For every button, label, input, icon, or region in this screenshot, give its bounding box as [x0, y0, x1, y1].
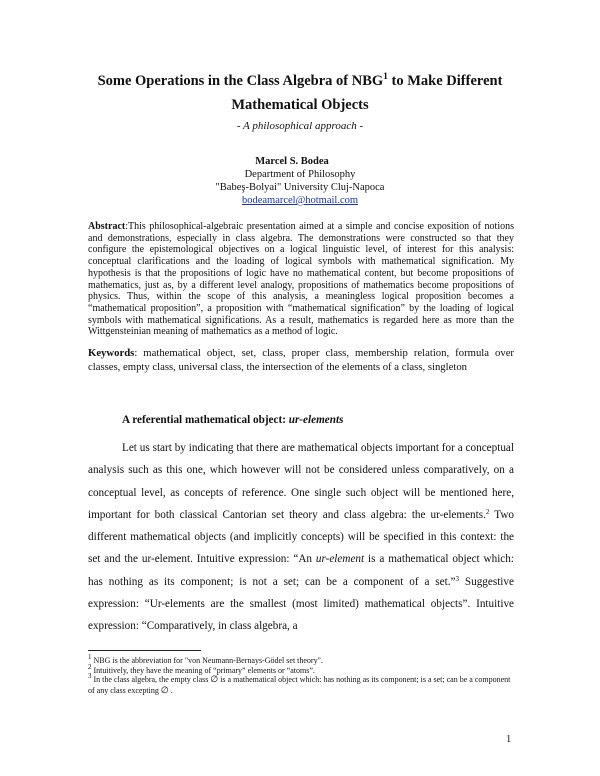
footnote-ref-2[interactable]: 2 — [485, 507, 490, 516]
empty-set-symbol: ∅ — [160, 686, 169, 697]
footnote-text: NBG is the abbreviation for "von Neumann-Bernays-Gödel set theory". — [91, 656, 323, 665]
abstract — [88, 221, 514, 338]
footnote-ref-3[interactable]: 3 — [455, 574, 459, 583]
paper-title — [60, 72, 540, 90]
author-university: "Babeş-Bolyai" University Cluj-Napoca — [215, 182, 385, 193]
footnote-text: . — [168, 686, 173, 696]
paper-title-line2: Mathematical Objects — [231, 97, 369, 113]
keywords — [88, 346, 514, 374]
section-heading — [122, 414, 343, 426]
footnote-divider — [88, 650, 201, 651]
page-number: 1 — [506, 734, 512, 745]
section-heading-text: A referential mathematical object: — [122, 414, 289, 426]
abstract-label: Abstract — [88, 221, 126, 232]
body-sentence: Two different mathematical objects (and implicitly concepts) will be specified in this context: the set and the ur-element. Intuitive expression: “An — [88, 508, 514, 566]
footnote-text: is a mathematical object which: has nothing as its component; is a set; can be a component of any class excepting — [88, 675, 511, 696]
author-name: Marcel S. Bodea — [255, 156, 329, 167]
paper-subtitle: - A philosophical approach - — [236, 120, 364, 132]
body-text — [88, 437, 514, 638]
author-block — [150, 155, 450, 207]
empty-set-symbol: ∅ — [210, 675, 219, 686]
footnote-number: 2 — [88, 662, 92, 671]
body-sentence: is a mathematical object which: has nothing as its component; is not a set; can be a component of a set.” — [88, 553, 514, 588]
footnote-ref-1: 1 — [383, 72, 388, 82]
body-paragraph — [88, 437, 514, 638]
author-department: Department of Philosophy — [244, 169, 356, 180]
footnote-1 — [88, 653, 514, 666]
title-text-cont: to Make Different — [387, 73, 503, 89]
footnote-text: Intuitively, they have the meaning of “primary” elements or “atoms”. — [91, 665, 315, 675]
footnote-text: In the class algebra, the empty class — [91, 675, 211, 685]
footnote-number: 1 — [88, 653, 92, 661]
abstract-text: :This philosophical-algebraic presentation aimed at a simple and concise exposition of notions and demonstrations, especially in class algebra. The demonstrations were constructed so that they configure the epistemological objectives on a logical linguistic level, of interest for this analysis: conceptual clarifications and the loading of logical symbols with mathematical signification. My hypothesis is that the propositions of logic have no mathematical content, but become propositions of mathematics, just as, by a different level analogy, propositions of mathematics become propositions of physics. Thus, within the scope of this analysis, a meaningless logical proposition becomes a “mathematical proposition”, a proposition with “mathematical signification” by the loading of logical symbols with mathematical significations. As a result, mathematics is regarded here as more than the Wittgensteinian meaning of mathematics as a method of logic. — [88, 221, 514, 338]
footnote-number: 3 — [88, 672, 92, 681]
author-email-link[interactable]: bodeamarcel@hotmail.com — [241, 195, 359, 206]
body-sentence: Suggestive expression: “Ur-elements are the smallest (most limited) mathematical objects”. Intuitive expression: “Comparatively, in class algebra, a — [88, 575, 514, 633]
footnote-3 — [88, 672, 514, 697]
section-heading-italic: ur-elements — [288, 414, 344, 426]
keywords-label: Keywords — [88, 347, 135, 359]
footnote-2 — [88, 662, 514, 676]
keywords-text: : mathematical object, set, class, proper class, membership relation, formula over classes, empty class, universal class, the intersection of the elements of a class, singleton — [88, 347, 514, 373]
body-sentence: Let us start by indicating that there are mathematical objects important for a conceptual analysis such as this one, which however will not be considered unless comparatively, on a conceptual level, as concepts of reference. One single such object will be mentioned here, important for both classical Cantorian set theory and class algebra: the ur-elements. — [88, 442, 514, 521]
footnotes — [88, 653, 514, 697]
body-italic-term: ur-element — [315, 553, 365, 566]
title-text: Some Operations in the Class Algebra of NBG — [97, 73, 384, 89]
